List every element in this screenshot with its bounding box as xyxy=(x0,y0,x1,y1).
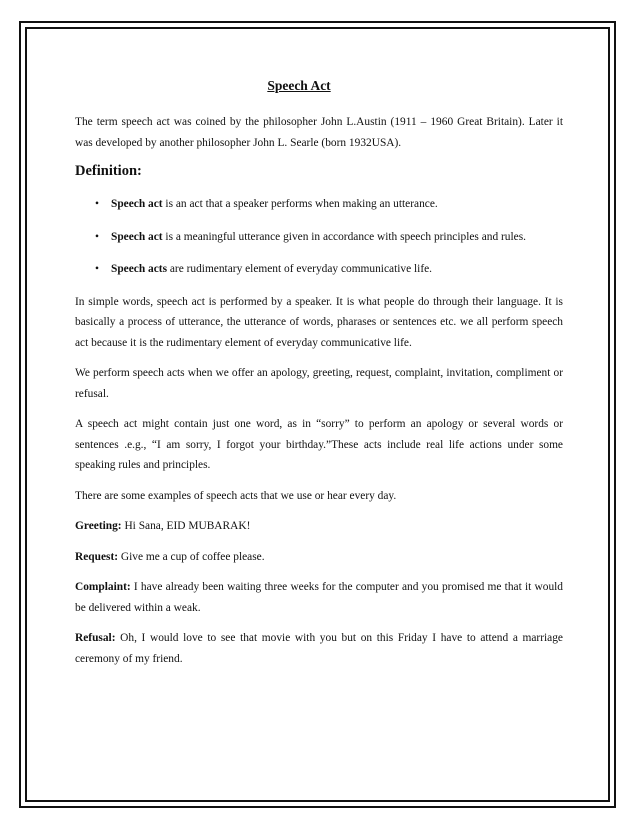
bullet-icon: • xyxy=(95,263,99,275)
intro-paragraph: The term speech act was coined by the philosopher John L.Austin (1911 – 1960 Great Britain). Later it was developed by another philosopher John L. Searle (born 1932USA). xyxy=(75,116,563,149)
bullet-icon: • xyxy=(95,198,99,210)
definition-text: are rudimentary element of everyday communicative life. xyxy=(167,263,433,275)
body-paragraph: A speech act might contain just one word, as in “sorry” to perform an apology or several words or sentences .e.g., “I am sorry, I forgot your birthday.”These acts include real life actions under some speaking rules and principles. xyxy=(75,418,563,471)
definition-heading: Definition: xyxy=(75,163,142,179)
definition-item xyxy=(97,194,563,215)
definition-item xyxy=(97,227,563,248)
definition-text: is an act that a speaker performs when making an utterance. xyxy=(162,198,438,210)
example-refusal xyxy=(75,628,563,669)
bullet-icon: • xyxy=(95,230,99,243)
body-paragraph: There are some examples of speech acts that we use or hear every day. xyxy=(75,489,397,502)
definition-list xyxy=(75,194,563,280)
definition-term: Speech act xyxy=(111,230,163,243)
example-text: Hi Sana, EID MUBARAK! xyxy=(121,520,251,532)
example-text: Give me a cup of coffee please. xyxy=(118,550,265,563)
example-label: Refusal: xyxy=(75,632,116,644)
example-label: Request: xyxy=(75,550,119,563)
body-paragraph: We perform speech acts when we offer an apology, greeting, request, complaint, invitation, compliment or refusal. xyxy=(75,367,563,400)
example-label: Greeting: xyxy=(75,520,122,532)
example-greeting xyxy=(75,516,563,537)
body-paragraph: In simple words, speech act is performed by a speaker. It is what people do through their language. It is basically a process of utterance, the utterance of words, pharases or sentences etc. we all perform speech act because it is the rudimentary element of everyday communicative life. xyxy=(75,295,563,349)
example-request xyxy=(75,547,563,568)
example-text: I have already been waiting three weeks for the computer and you promised me that it would be delivered within a weak. xyxy=(75,581,563,614)
definition-item xyxy=(97,259,563,280)
definition-term: Speech acts xyxy=(111,263,167,275)
definition-text: is a meaningful utterance given in accordance with speech principles and rules. xyxy=(162,230,526,243)
document-body xyxy=(75,78,563,679)
example-text: Oh, I would love to see that movie with you but on this Friday I have to attend a marriage ceremony of my friend. xyxy=(75,632,563,665)
document-title: Speech Act xyxy=(267,78,331,93)
example-label: Complaint: xyxy=(75,581,131,593)
definition-term: Speech act xyxy=(111,198,163,210)
example-complaint xyxy=(75,577,563,618)
